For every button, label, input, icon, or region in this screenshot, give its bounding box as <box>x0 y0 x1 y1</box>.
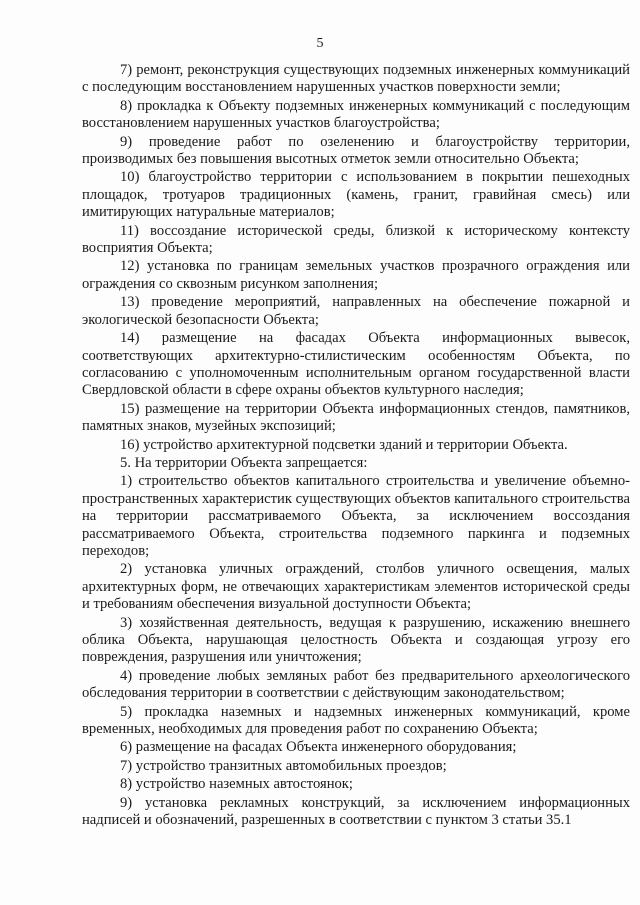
paragraph-13-safety: 13) проведение мероприятий, направленных на обеспечение пожарной и экологической безопасности Объекта; <box>82 294 630 328</box>
prohibition-3-economic-activity: 3) хозяйственная деятельность, ведущая к разрушению, искажению внешнего облика Объекта, нарушающая целостность Объекта и создающая угрозу его повреждения, разрушения или уничтожения; <box>82 614 630 666</box>
paragraph-16-lighting: 16) устройство архитектурной подсветки зданий и территории Объекта. <box>120 436 568 453</box>
prohibition-4-earthworks: 4) проведение любых земляных работ без предварительного археологического обследования территории в соответствии с действующим законодательством; <box>82 667 630 702</box>
paragraph-10-improvement: 10) благоустройство территории с использованием в покрытии пешеходных площадок, тротуаров традиционных (камень, гранит, гравийная смесь) или имитирующих натуральные материалов; <box>82 169 630 221</box>
prohibition-1-construction: 1) строительство объектов капитального строительства и увеличение объемно-пространственных характеристик существующих объектов капитального строительства на территории рассматриваемого Объекта, за исключением воссоздания рассматриваемого Объекта, строительства подземного паркинга и подземных переходов; <box>82 473 630 559</box>
prohibition-9-advertising: 9) установка рекламных конструкций, за исключением информационных надписей и обозначений, разрешенных в соответствии с пунктом 3 статьи 35.1 <box>82 794 630 829</box>
page-number: 5 <box>316 36 324 51</box>
prohibition-5-communications: 5) прокладка наземных и надземных инженерных коммуникаций, кроме временных, необходимых для проведения работ по сохранению Объекта; <box>82 703 630 738</box>
paragraph-7-repair: 7) ремонт, реконструкция существующих подземных инженерных коммуникаций с последующим восстановлением нарушенных участков поверхности земли; <box>82 62 630 96</box>
prohibition-7-transit: 7) устройство транзитных автомобильных проездов; <box>120 757 447 774</box>
prohibition-8-parking: 8) устройство наземных автостоянок; <box>120 776 353 793</box>
paragraph-11-recreation: 11) воссоздание исторической среды, близкой к историческому контексту восприятия Объекта; <box>82 222 630 257</box>
paragraph-15-stands: 15) размещение на территории Объекта информационных стендов, памятников, памятных знаков, музейных экспозиций; <box>82 400 630 435</box>
prohibition-2-fences: 2) установка уличных ограждений, столбов уличного освещения, малых архитектурных форм, не отвечающих характеристикам элементов исторической среды и требованиям обеспечения визуальной доступности Объекта; <box>82 561 630 613</box>
prohibition-6-equipment: 6) размещение на фасадах Объекта инженерного оборудования; <box>120 739 517 756</box>
paragraph-12-fence: 12) установка по границам земельных участков прозрачного ограждения или ограждения со сквозным рисунком заполнения; <box>82 258 630 292</box>
paragraph-8-laying: 8) прокладка к Объекту подземных инженерных коммуникаций с последующим восстановлением нарушенных участков благоустройства; <box>82 97 630 132</box>
paragraph-14-signs: 14) размещение на фасадах Объекта информационных вывесок, соответствующих архитектурно-стилистическим особенностям Объекта, по согласованию с уполномоченным исполнительным органом государственной власти Свердловской области в сфере охраны объектов культурного наследия; <box>82 330 630 399</box>
document-body <box>82 62 630 830</box>
paragraph-9-landscaping: 9) проведение работ по озеленению и благоустройству территории, производимых без повышения высотных отметок земли относительно Объекта; <box>82 133 630 168</box>
section-5-heading: 5. На территории Объекта запрещается: <box>120 454 368 471</box>
